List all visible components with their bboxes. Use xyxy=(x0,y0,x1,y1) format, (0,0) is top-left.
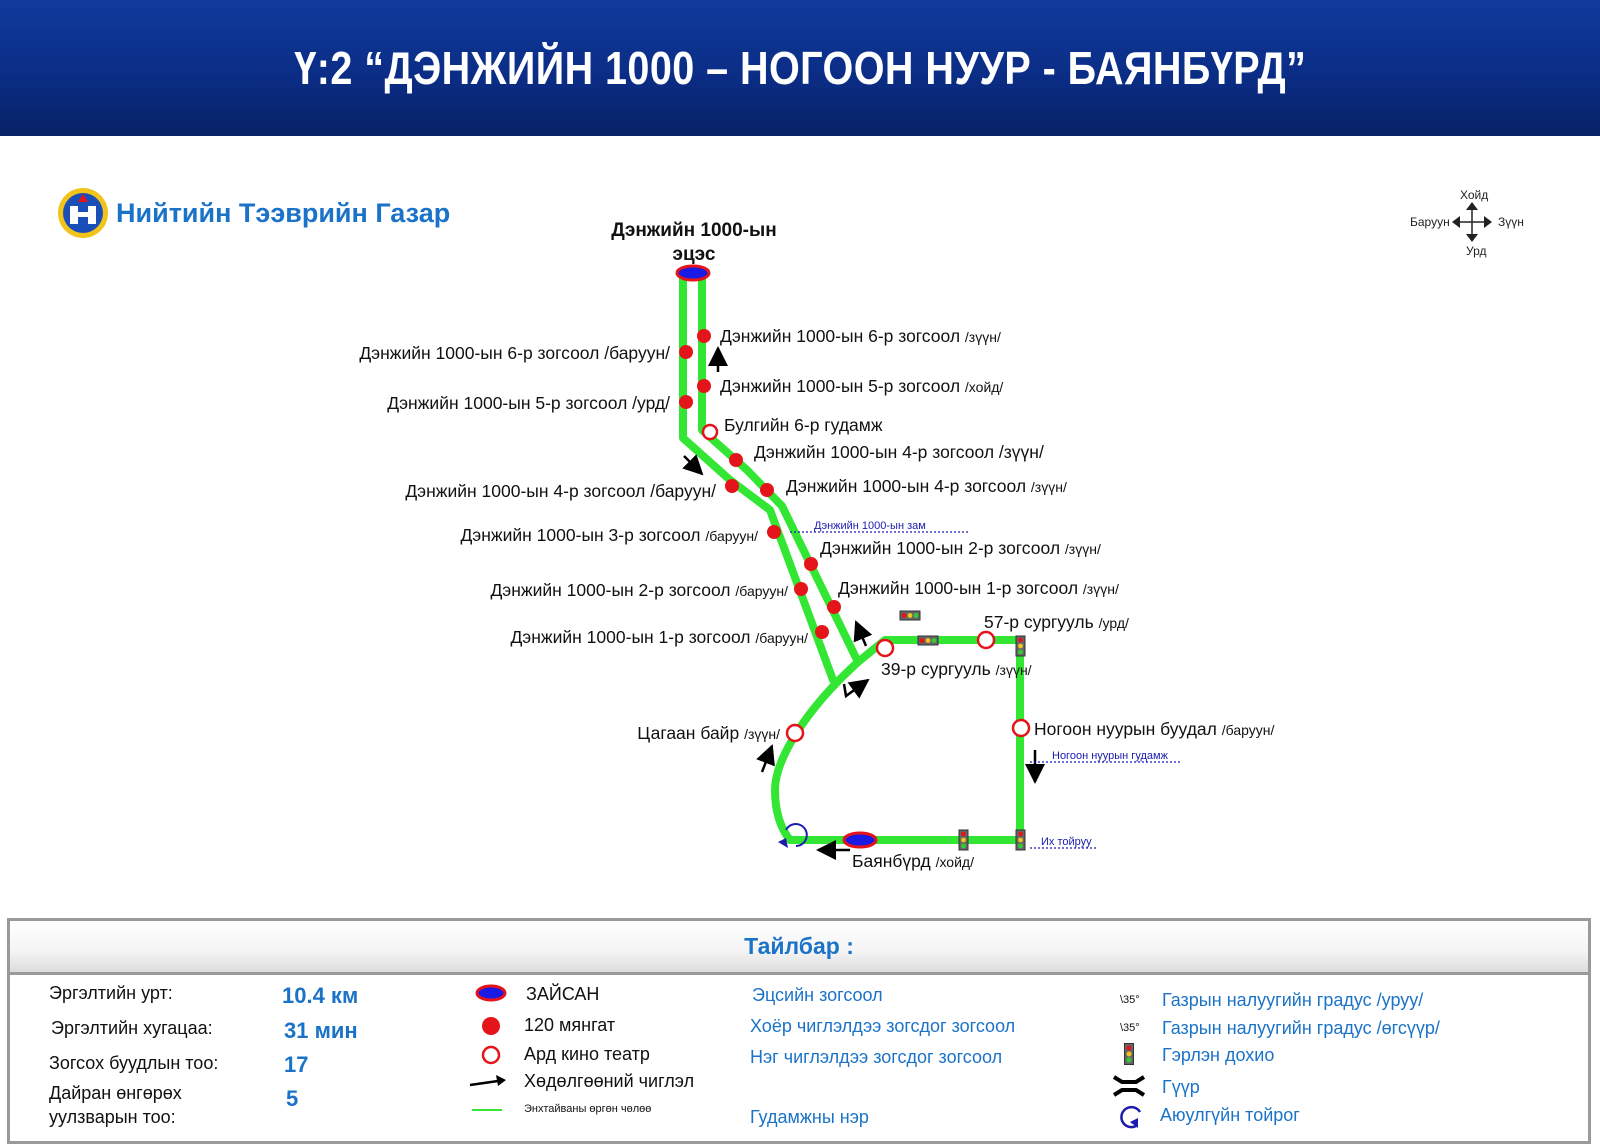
direction-arrow-icon xyxy=(468,1075,508,1091)
stop-label: Булгийн 6-р гудамж xyxy=(724,415,883,435)
stop-label: Дэнжийн 1000-ын 5-р зогсоол /урд/ xyxy=(387,393,670,413)
stop-label: Баянбүрд /хойд/ xyxy=(852,851,974,871)
stat-label: Эргэлтийн хугацаа: xyxy=(51,1018,213,1038)
slope-up-icon: \35° xyxy=(1120,1022,1140,1034)
legend-text-style: Гудамжны нэр xyxy=(750,1107,869,1127)
legend-symbol-label: Хөдөлгөөний чиглэл xyxy=(524,1071,695,1091)
traffic-light-icons xyxy=(900,611,1025,850)
legend-sign-label: Гүүр xyxy=(1162,1077,1200,1097)
stat-value: 31 мин xyxy=(284,1018,358,1043)
stat-label: уулзварын тоо: xyxy=(49,1107,176,1127)
filled-stop-icon xyxy=(480,1015,502,1037)
route-map xyxy=(0,136,1600,906)
roundabout-legend-icon xyxy=(1118,1102,1144,1130)
compass-south: Урд xyxy=(1466,244,1487,258)
legend-sign-label: Газрын налуугийн градус /өгсүүр/ xyxy=(1162,1018,1440,1038)
stop-label: Дэнжийн 1000-ын 6-р зогсоол /зүүн/ xyxy=(720,326,1001,346)
stat-label: Эргэлтийн урт: xyxy=(49,983,173,1003)
legend-symbol-label: Энхтайваны өргөн чөлөө xyxy=(524,1103,652,1115)
stop-label: 39-р сургууль /зүүн/ xyxy=(881,659,1032,679)
legend-sign-label: Аюулгүйн тойрог xyxy=(1160,1105,1300,1125)
legend-title: Тайлбар : xyxy=(744,933,854,959)
legend-symbol-label: 120 мянгат xyxy=(524,1015,616,1035)
legend-symbol-label: ЗАЙСАН xyxy=(526,984,600,1004)
stat-label: Зогсох буудлын тоо: xyxy=(49,1053,219,1073)
hollow-stop-icon xyxy=(480,1044,502,1066)
stop-marker[interactable] xyxy=(767,525,781,539)
legend-text-style: Эцсийн зогсоол xyxy=(752,985,883,1005)
legend-sign-label: Гэрлэн дохио xyxy=(1162,1045,1275,1065)
stop-label: Дэнжийн 1000-ын 4-р зогсоол /зүүн/ xyxy=(754,442,1044,462)
compass-east: Зүүн xyxy=(1498,215,1524,229)
compass-north: Хойд xyxy=(1460,188,1489,202)
stop-marker[interactable] xyxy=(815,625,829,639)
stop-label: Дэнжийн 1000-ын 1-р зогсоол /баруун/ xyxy=(510,627,808,647)
stop-label: Дэнжийн 1000-ын 1-р зогсоол /зүүн/ xyxy=(838,578,1119,598)
terminal-label-line1: Дэнжийн 1000-ын xyxy=(611,220,777,241)
stop-marker[interactable] xyxy=(729,453,743,467)
stop-label: Дэнжийн 1000-ын 2-р зогсоол /баруун/ xyxy=(490,580,788,600)
stop-marker[interactable] xyxy=(978,632,994,648)
street-label: Дэнжийн 1000-ын зам xyxy=(814,520,926,532)
stop-marker[interactable] xyxy=(760,483,774,497)
legend-sign-label: Газрын налуугийн градус /уруу/ xyxy=(1162,990,1424,1010)
stop-label: Дэнжийн 1000-ын 4-р зогсоол /зүүн/ xyxy=(786,476,1067,496)
legend-panel xyxy=(7,918,1591,1144)
street-label: Ногоон нуурын гудамж xyxy=(1052,750,1168,762)
street-label: Их тойруу xyxy=(1041,836,1092,848)
stop-label: Ногоон нуурын буудал /баруун/ xyxy=(1034,719,1275,739)
stop-marker[interactable] xyxy=(1013,720,1029,736)
stop-label: 57-р сургууль /урд/ xyxy=(984,612,1129,632)
stop-marker[interactable] xyxy=(787,725,803,741)
stop-marker[interactable] xyxy=(794,582,808,596)
green-road-icon xyxy=(472,1107,502,1113)
stop-marker[interactable] xyxy=(679,345,693,359)
bridge-icon xyxy=(1112,1071,1146,1101)
stop-marker[interactable] xyxy=(804,557,818,571)
stop-label: Дэнжийн 1000-ын 2-р зогсоол /зүүн/ xyxy=(820,538,1101,558)
stop-marker[interactable] xyxy=(679,395,693,409)
legend-symbol-label: Ард кино театр xyxy=(524,1044,650,1064)
stat-label: Дайран өнгөрөх xyxy=(49,1083,182,1103)
terminal-marker-bayanburd[interactable] xyxy=(844,833,876,847)
stat-value: 5 xyxy=(286,1086,299,1111)
legend-text-style: Хоёр чиглэлдээ зогсдог зогсоол xyxy=(750,1016,1016,1036)
stop-marker[interactable] xyxy=(697,329,711,343)
slope-down-icon: \35° xyxy=(1120,994,1140,1006)
stop-label: Дэнжийн 1000-ын 3-р зогсоол /баруун/ xyxy=(460,525,758,545)
stop-label: Дэнжийн 1000-ын 5-р зогсоол /хойд/ xyxy=(720,376,1004,396)
stop-marker[interactable] xyxy=(703,425,717,439)
stat-value: 17 xyxy=(284,1052,309,1077)
header-banner xyxy=(0,0,1600,136)
compass-west: Баруун xyxy=(1410,215,1450,229)
terminal-marker-denjiin[interactable] xyxy=(677,266,709,280)
stop-marker[interactable] xyxy=(725,479,739,493)
stop-label: Цагаан байр /зүүн/ xyxy=(637,723,780,743)
traffic-light-icon xyxy=(1124,1043,1134,1065)
terminal-symbol-icon xyxy=(474,983,508,1003)
stop-marker[interactable] xyxy=(877,640,893,656)
legend-header xyxy=(10,921,1588,975)
stat-value: 10.4 км xyxy=(282,983,359,1008)
stop-marker[interactable] xyxy=(697,379,711,393)
stop-marker[interactable] xyxy=(827,600,841,614)
stop-label: Дэнжийн 1000-ын 6-р зогсоол /баруун/ xyxy=(359,343,670,363)
organization-name: Нийтийн Тээврийн Газар xyxy=(116,197,451,228)
terminal-label-line2: эцэс xyxy=(672,244,716,265)
stop-label: Дэнжийн 1000-ын 4-р зогсоол /баруун/ xyxy=(405,481,716,501)
route-title: Ү:2 “ДЭНЖИЙН 1000 – НОГООН НУУР - БАЯНБҮРД” xyxy=(294,42,1306,94)
legend-text-style: Нэг чиглэлдээ зогсдог зогсоол xyxy=(750,1047,1003,1067)
